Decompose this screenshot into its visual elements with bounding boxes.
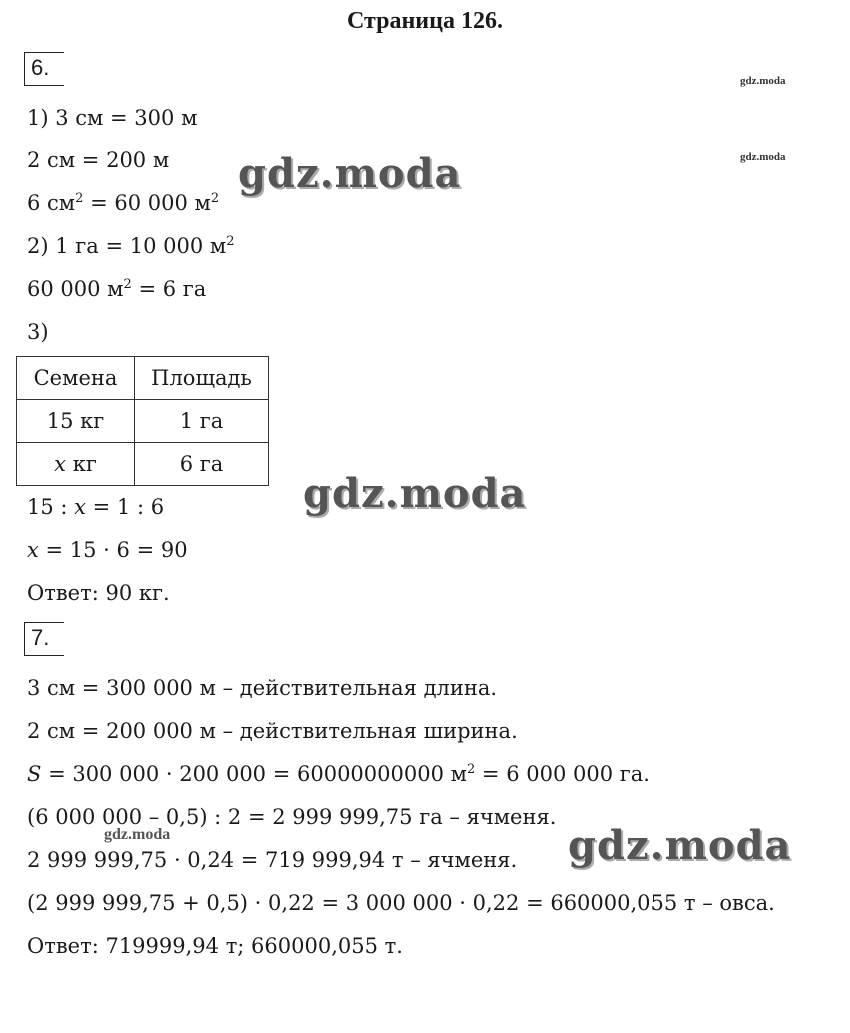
watermark-small: gdz.moda [740, 151, 786, 163]
table-cell: 15 кг [17, 400, 135, 443]
task-6-line-3 [27, 189, 219, 217]
task-6-line-8 [27, 536, 188, 564]
text: = 1 : 6 [86, 495, 165, 519]
watermark-logo: gdz.moda [568, 822, 792, 869]
superscript: 2 [210, 191, 220, 206]
watermark-small: gdz.moda [740, 75, 786, 87]
task-6-line-4 [27, 232, 235, 260]
text: 2) 1 га = 10 000 м [27, 234, 227, 258]
task-6-number: 6. [24, 52, 64, 86]
watermark-logo: gdz.moda [238, 150, 462, 197]
text: = 300 000 · 200 000 = 60000000000 м [41, 762, 467, 786]
text: кг [66, 452, 97, 476]
task-7-line-4: (6 000 000 – 0,5) : 2 = 2 999 999,75 га – ячменя. [27, 805, 557, 829]
table-header-seeds: Семена [17, 357, 135, 400]
task-6-line-7 [27, 493, 164, 521]
table-row [17, 400, 269, 443]
page-title: Страница 126. [347, 8, 503, 34]
variable: x [54, 452, 67, 476]
task-7-line-5: 2 999 999,75 · 0,24 = 719 999,94 т – ячменя. [27, 848, 518, 872]
table-row [17, 443, 269, 486]
variable: x [27, 538, 39, 562]
watermark-small: gdz.moda [104, 826, 171, 843]
table-cell: 6 га [135, 443, 269, 486]
superscript: 2 [466, 762, 476, 777]
table-header-area: Площадь [135, 357, 269, 400]
variable: S [27, 762, 42, 786]
text: = 60 000 м [83, 191, 211, 215]
task-6-answer: Ответ: 90 кг. [27, 581, 170, 605]
task-7-line-3 [27, 760, 650, 788]
task-7-line-6: (2 999 999,75 + 0,5) · 0,22 = 3 000 000 · 0,22 = 660000,055 т – овса. [27, 891, 775, 915]
text: 15 : [27, 495, 75, 519]
task-6-line-5 [27, 275, 206, 303]
text: = 6 000 000 га. [475, 762, 650, 786]
task-6-line-1: 1) 3 см = 300 м [27, 106, 198, 130]
task-7-line-1: 3 см = 300 000 м – действительная длина. [27, 676, 498, 700]
text: 6 см [27, 191, 76, 215]
table-row [17, 357, 269, 400]
proportion-table [16, 356, 269, 486]
text: 60 000 м [27, 277, 124, 301]
text: = 15 · 6 = 90 [38, 538, 188, 562]
task-6-line-2: 2 см = 200 м [27, 148, 170, 172]
task-7-line-2: 2 см = 200 000 м – действительная ширина. [27, 719, 518, 743]
task-6-line-6: 3) [27, 320, 49, 344]
superscript: 2 [123, 277, 132, 292]
superscript: 2 [226, 234, 235, 249]
task-7-answer: Ответ: 719999,94 т; 660000,055 т. [27, 934, 403, 958]
task-7-number: 7. [24, 622, 64, 656]
watermark-logo: gdz.moda [303, 470, 527, 517]
variable: x [74, 495, 86, 519]
superscript: 2 [75, 191, 84, 206]
table-cell [17, 443, 135, 486]
text: = 6 га [131, 277, 207, 301]
table-cell: 1 га [135, 400, 269, 443]
